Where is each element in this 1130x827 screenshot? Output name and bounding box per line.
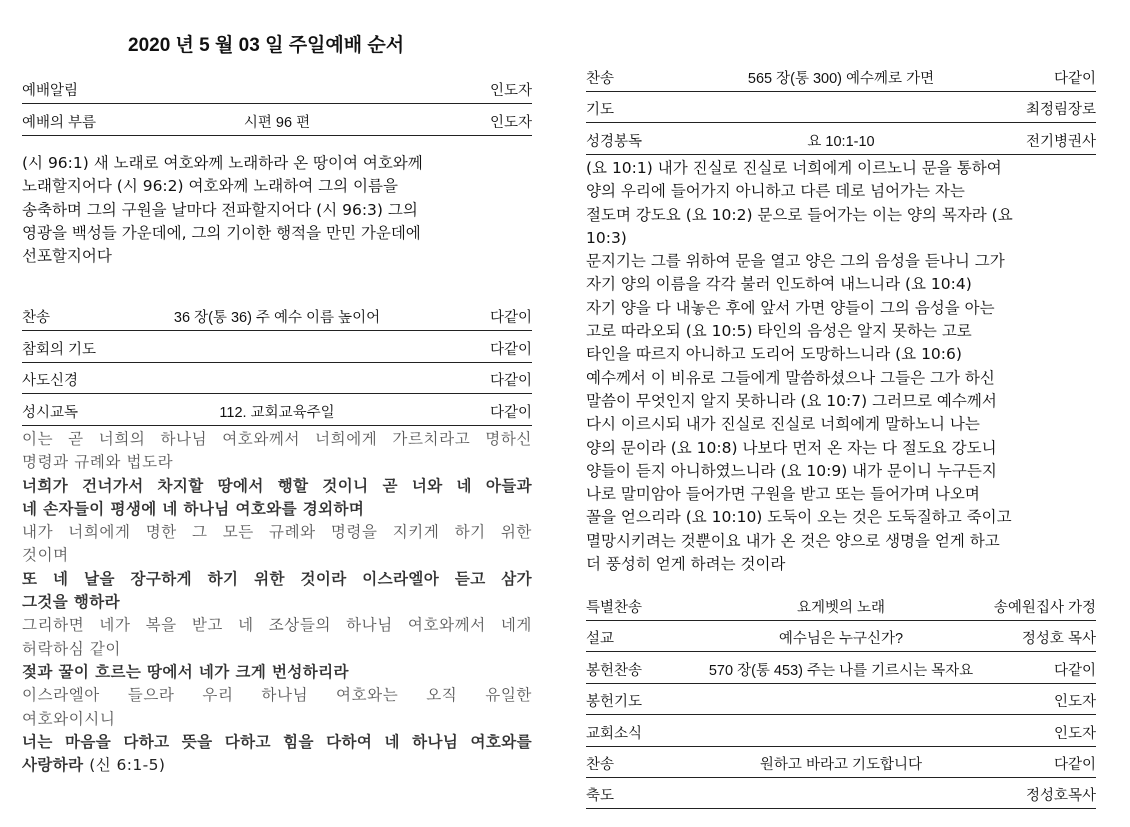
responsive-reading-text: 또 네 날을 장구하게 하기 위한 것이라 이스라엘아 듣고 삼가 bbox=[22, 569, 532, 588]
order-item-label: 성시교독 bbox=[22, 404, 79, 421]
worship-order-row bbox=[586, 130, 1096, 155]
order-item-label: 봉헌기도 bbox=[586, 694, 643, 711]
order-item-detail: 원하고 바라고 기도합니다 bbox=[759, 757, 923, 773]
worship-order-row bbox=[586, 627, 1096, 652]
order-item-label: 설교 bbox=[586, 631, 615, 648]
responsive-reading-text: 네 손자들이 평생에 네 하나님 여호와를 경외하며 bbox=[22, 499, 365, 518]
order-item-label: 예배알림 bbox=[22, 83, 79, 99]
psalm-passage-line: (시 96:1) 새 노래로 여호와께 노래하라 온 땅이여 여호와께 bbox=[22, 154, 423, 172]
scripture-reading-line: 자기 양의 이름을 각각 불러 인도하여 내느니라 (요 10:4) bbox=[586, 275, 972, 294]
responsive-reading-text: 너희가 건너가서 차지할 땅에서 행할 것이니 곧 너와 네 아들과 bbox=[22, 476, 532, 495]
order-item-detail: 요게벳의 노래 bbox=[796, 600, 886, 616]
order-item-detail: 565 장(통 300) 예수께로 가면 bbox=[747, 71, 935, 87]
worship-order-row bbox=[22, 369, 532, 394]
order-item-label: 축도 bbox=[586, 788, 615, 805]
psalm-passage-line: 선포할지어다 bbox=[22, 247, 112, 266]
order-item-label: 참회의 기도 bbox=[22, 341, 97, 358]
responsive-reading-line bbox=[22, 731, 532, 754]
responsive-reading-line bbox=[22, 614, 532, 637]
scripture-reading-line: 예수께서 이 비유로 그들에게 말씀하셨으나 그들은 그가 하신 bbox=[586, 368, 995, 387]
order-item-label: 교회소식 bbox=[586, 725, 643, 742]
worship-order-row bbox=[586, 722, 1096, 747]
scripture-reading-line: 양의 문이라 (요 10:8) 나보다 먼저 온 자는 다 절도요 강도니 bbox=[586, 438, 997, 457]
scripture-reading-line: 자기 양을 다 내놓은 후에 앞서 가면 양들이 그의 음성을 아는 bbox=[586, 298, 995, 317]
responsive-reading-text: 것이며 bbox=[22, 546, 69, 565]
scripture-reference: (신 6:1-5) bbox=[89, 756, 166, 775]
responsive-reading-text: 젖과 꿀이 흐르는 땅에서 네가 크게 번성하리라 bbox=[22, 662, 349, 681]
worship-order-row bbox=[22, 401, 532, 426]
worship-order-row bbox=[22, 79, 532, 104]
responsive-reading-text: 이스라엘아 들으라 우리 하나님 여호와는 오직 유일한 bbox=[22, 686, 532, 705]
order-item-detail: 112. 교회교육주일 bbox=[219, 404, 335, 421]
scripture-reading bbox=[586, 157, 1096, 576]
worship-order-row bbox=[22, 338, 532, 363]
order-item-leader: 인도자 bbox=[1053, 725, 1096, 742]
scripture-reading-line: 절도며 강도요 (요 10:2) 문으로 들어가는 이는 양의 목자라 (요 bbox=[586, 205, 1013, 224]
psalm-passage-line: 노래할지어다 (시 96:2) 여호와께 노래하여 그의 이름을 bbox=[22, 177, 398, 196]
responsive-reading-line bbox=[22, 708, 532, 731]
scripture-reading-line: 고로 따라오되 (요 10:5) 타인의 음성은 알지 못하는 고로 bbox=[586, 322, 972, 341]
order-item-leader: 송예원집사 가정 bbox=[993, 600, 1096, 616]
order-item-leader: 다같이 bbox=[1053, 757, 1096, 773]
order-item-leader: 다같이 bbox=[489, 341, 532, 358]
order-item-leader: 최정림장로 bbox=[1025, 102, 1096, 119]
responsive-reading-line bbox=[22, 498, 532, 521]
responsive-reading-line bbox=[22, 661, 532, 684]
order-item-leader: 다같이 bbox=[1053, 662, 1096, 679]
order-item-leader: 인도자 bbox=[489, 83, 532, 99]
psalm-passage bbox=[22, 152, 532, 268]
worship-order-row bbox=[22, 111, 532, 136]
order-item-detail: 예수님은 누구신가? bbox=[778, 631, 904, 648]
order-item-leader: 인도자 bbox=[1053, 694, 1096, 711]
responsive-reading-line bbox=[22, 428, 532, 451]
responsive-reading-line bbox=[22, 568, 532, 591]
responsive-reading-text: 너는 마음을 다하고 뜻을 다하고 힘을 다하여 네 하나님 여호와를 bbox=[22, 732, 532, 751]
order-item-leader: 인도자 bbox=[489, 115, 532, 131]
worship-order-row bbox=[586, 596, 1096, 621]
psalm-passage-line: 영광을 백성들 가운데에, 그의 기이한 행적을 만민 가운데에 bbox=[22, 223, 421, 242]
order-item-leader: 다같이 bbox=[489, 404, 532, 421]
scripture-reading-line: (요 10:1) 내가 진실로 진실로 너희에게 이르노니 문을 통하여 bbox=[586, 159, 1002, 177]
responsive-reading-line bbox=[22, 544, 532, 567]
responsive-reading-text: 허락하심 같이 bbox=[22, 639, 121, 658]
order-item-label: 찬송 bbox=[586, 757, 615, 773]
order-item-label: 봉헌찬송 bbox=[586, 662, 643, 679]
scripture-reading-line: 나로 말미암아 들어가면 구원을 받고 또는 들어가며 나오며 bbox=[586, 485, 980, 504]
responsive-reading-text: 그것을 행하라 bbox=[22, 593, 121, 612]
scripture-reading-line: 다시 이르시되 내가 진실로 진실로 너희에게 말하노니 나는 bbox=[586, 415, 980, 434]
scripture-reading-line: 더 풍성히 얻게 하려는 것이라 bbox=[586, 555, 786, 574]
order-item-label: 성경봉독 bbox=[586, 133, 643, 150]
responsive-reading-text: 명령과 규례와 법도라 bbox=[22, 453, 174, 472]
order-item-detail: 시편 96 편 bbox=[243, 115, 311, 131]
order-item-leader: 정성호 목사 bbox=[1021, 631, 1096, 648]
page-title: 2020 년 5 월 03 일 주일예배 순서 bbox=[128, 35, 405, 56]
scripture-reading-line: 문지기는 그를 위하여 문을 열고 양은 그의 음성을 듣나니 그가 bbox=[586, 252, 1005, 271]
responsive-reading-line bbox=[22, 475, 532, 498]
psalm-passage-line: 송축하며 그의 구원을 날마다 전파할지어다 (시 96:3) 그의 bbox=[22, 200, 418, 219]
order-item-leader: 전기병권사 bbox=[1025, 133, 1096, 150]
scripture-reading-line: 말씀이 무엇인지 알지 못하니라 (요 10:7) 그러므로 예수께서 bbox=[586, 391, 997, 410]
worship-order-row bbox=[586, 659, 1096, 684]
order-item-detail: 36 장(통 36) 주 예수 이름 높이어 bbox=[173, 310, 381, 326]
responsive-reading-line bbox=[22, 638, 532, 661]
responsive-reading-line bbox=[22, 684, 532, 707]
scripture-reading-line: 타인을 따르지 아니하고 도리어 도망하느니라 (요 10:6) bbox=[586, 345, 962, 364]
order-item-leader: 다같이 bbox=[489, 373, 532, 389]
responsive-reading-line bbox=[22, 754, 532, 777]
worship-order-row bbox=[586, 98, 1096, 123]
order-item-detail: 570 장(통 453) 주는 나를 기르시는 목자요 bbox=[708, 662, 974, 679]
worship-order-row bbox=[586, 690, 1096, 715]
worship-order-row bbox=[22, 306, 532, 331]
order-item-label: 찬송 bbox=[586, 71, 615, 87]
order-item-detail: 요 10:1-10 bbox=[807, 133, 875, 150]
worship-order-row bbox=[586, 753, 1096, 778]
scripture-reading-line: 꼴을 얻으리라 (요 10:10) 도둑이 오는 것은 도둑질하고 죽이고 bbox=[586, 508, 1012, 527]
responsive-reading-text: 그리하면 네가 복을 받고 네 조상들의 하나님 여호와께서 네게 bbox=[22, 616, 532, 635]
order-item-label: 예배의 부름 bbox=[22, 115, 97, 131]
responsive-reading-text: 사랑하라 bbox=[22, 756, 84, 775]
order-item-label: 특별찬송 bbox=[586, 600, 643, 616]
scripture-reading-line: 멸망시키려는 것뿐이요 내가 온 것은 양으로 생명을 얻게 하고 bbox=[586, 531, 1000, 550]
order-item-leader: 정성호목사 bbox=[1025, 788, 1096, 805]
order-item-label: 사도신경 bbox=[22, 373, 79, 389]
order-item-label: 기도 bbox=[586, 102, 615, 119]
order-item-leader: 다같이 bbox=[1053, 71, 1096, 87]
scripture-reading-line: 10:3) bbox=[586, 228, 627, 247]
responsive-reading-line bbox=[22, 451, 532, 474]
responsive-reading-line bbox=[22, 591, 532, 614]
responsive-reading-text: 이는 곧 너희의 하나님 여호와께서 너희에게 가르치라고 명하신 bbox=[22, 430, 532, 448]
order-item-label: 찬송 bbox=[22, 310, 51, 326]
responsive-reading bbox=[22, 428, 532, 777]
order-item-leader: 다같이 bbox=[489, 310, 532, 326]
worship-order-row bbox=[586, 67, 1096, 92]
worship-order-row bbox=[586, 784, 1096, 809]
scripture-reading-line: 양들이 듣지 아니하였느니라 (요 10:9) 내가 문이니 누구든지 bbox=[586, 461, 997, 480]
scripture-reading-line: 양의 우리에 들어가지 아니하고 다른 데로 넘어가는 자는 bbox=[586, 182, 965, 201]
responsive-reading-text: 여호와이시니 bbox=[22, 709, 116, 728]
responsive-reading-line bbox=[22, 521, 532, 544]
responsive-reading-text: 내가 너희에게 명한 그 모든 규례와 명령을 지키게 하기 위한 bbox=[22, 523, 532, 542]
